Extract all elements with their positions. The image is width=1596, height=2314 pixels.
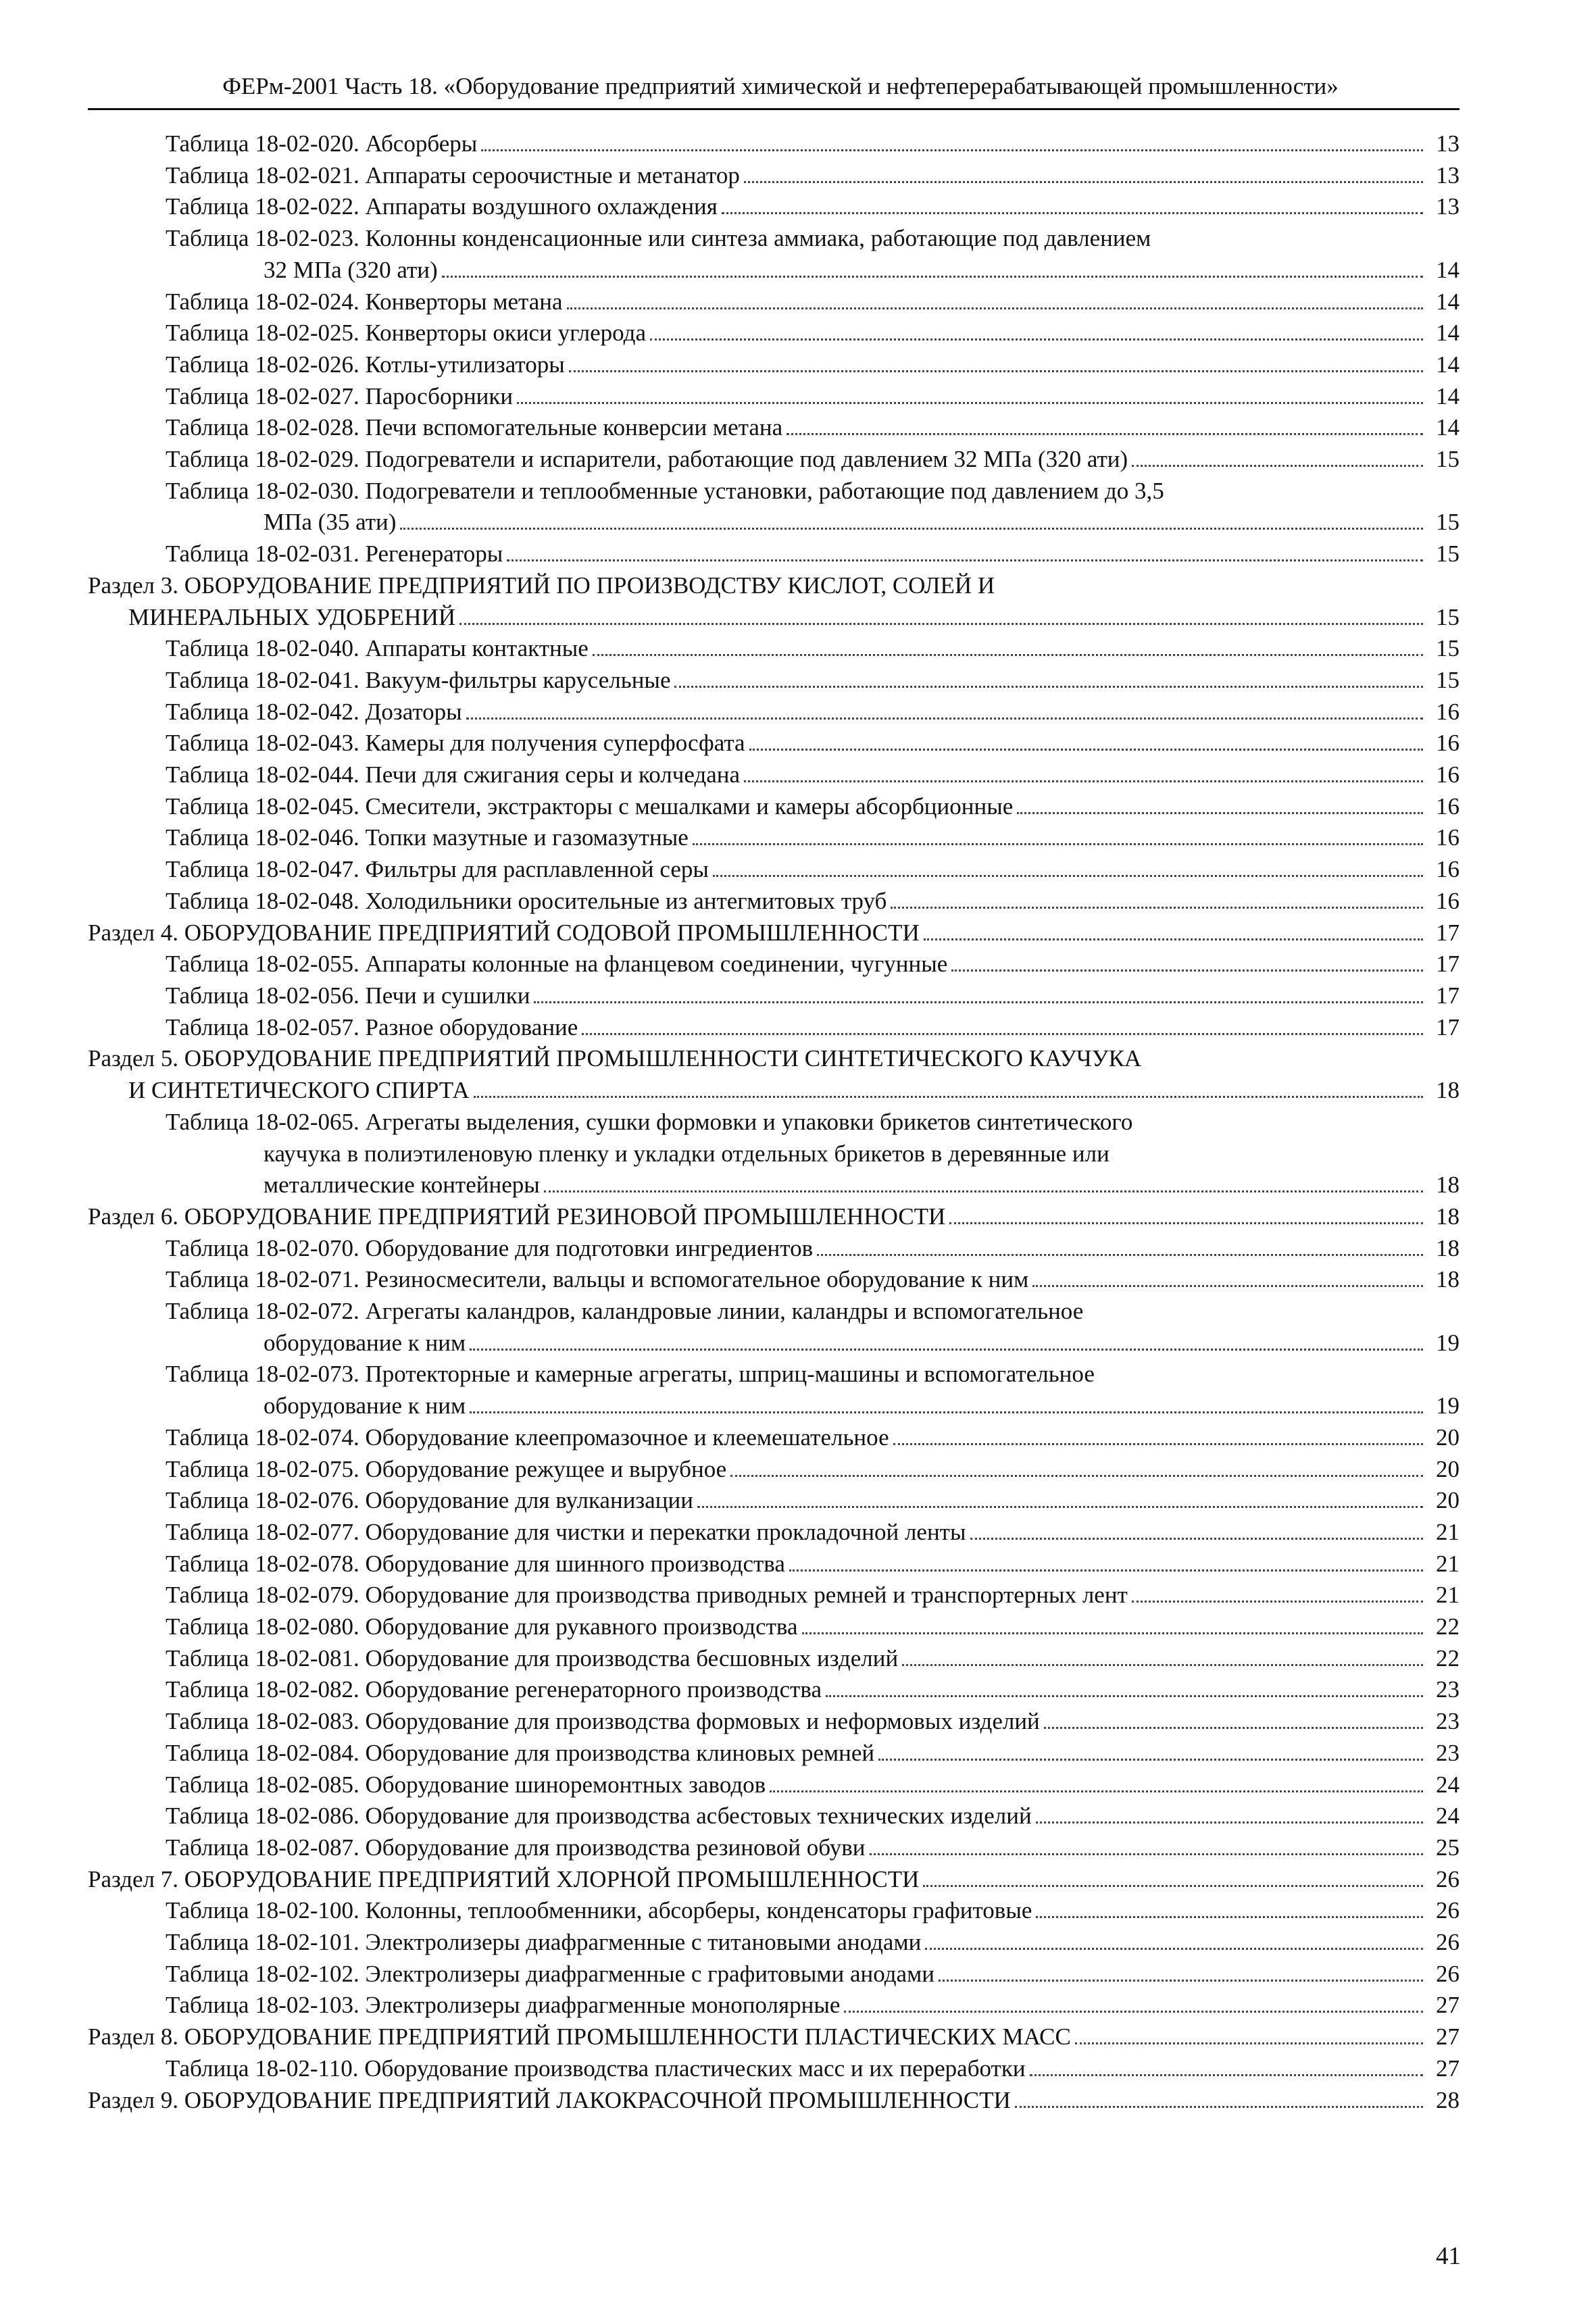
toc-entry-text: каучука в полиэтиленовую пленку и укладки отдельных брикетов в деревянные или — [264, 1140, 1109, 1167]
toc-entry-text: Раздел 4. ОБОРУДОВАНИЕ ПРЕДПРИЯТИЙ СОДОВОЙ ПРОМЫШЛЕННОСТИ — [88, 919, 920, 946]
toc-table-entry — [88, 444, 1460, 476]
dot-leader — [826, 1695, 1423, 1697]
toc-entry-text: Таблица 18-02-075. Оборудование режущее и вырубное — [166, 1455, 727, 1482]
toc-section-entry — [88, 1864, 1460, 1896]
toc-page-ref: 16 — [1436, 824, 1460, 851]
toc-entry-text: Таблица 18-02-025. Конверторы окиси углерода — [166, 320, 646, 347]
dot-leader — [870, 1853, 1424, 1855]
toc-entry-text: Таблица 18-02-048. Холодильники оросительные из антегмитовых труб — [166, 887, 887, 914]
toc-entry-text: Таблица 18-02-041. Вакуум-фильтры карусельные — [166, 666, 671, 693]
dot-leader — [744, 181, 1423, 183]
toc-entry-text: И СИНТЕТИЧЕСКОГО СПИРТА — [128, 1077, 470, 1104]
toc-table-entry — [88, 1990, 1460, 2021]
toc-entry-text: МИНЕРАЛЬНЫХ УДОБРЕНИЙ — [128, 603, 456, 630]
toc-entry-text: оборудование к ним — [264, 1392, 466, 1419]
toc-page-ref: 15 — [1436, 509, 1460, 536]
toc-entry-text: Таблица 18-02-057. Разное оборудование — [166, 1013, 578, 1040]
toc-page-ref: 18 — [1436, 1203, 1460, 1230]
dot-leader — [442, 276, 1423, 278]
toc-page-ref: 14 — [1436, 288, 1460, 315]
toc-table-entry — [88, 1706, 1460, 1738]
toc-section-entry — [88, 570, 1460, 633]
dot-leader — [474, 1096, 1423, 1098]
toc-page-ref: 17 — [1436, 982, 1460, 1009]
dot-leader — [924, 938, 1423, 940]
toc-entry-text: Таблица 18-02-021. Аппараты сероочистные и метанатор — [166, 161, 740, 188]
toc-entry-text: Таблица 18-02-077. Оборудование для чистки и перекатки прокладочной ленты — [166, 1518, 966, 1545]
dot-leader — [459, 623, 1423, 625]
toc-table-entry — [88, 1517, 1460, 1549]
toc-table-entry — [88, 1959, 1460, 1990]
dot-leader — [650, 338, 1423, 341]
toc-entry-text: Таблица 18-02-079. Оборудование для производства приводных ремней и транспортерных лент — [166, 1582, 1128, 1609]
toc-section-entry — [88, 917, 1460, 949]
toc-entry-text: Таблица 18-02-045. Смесители, экстракторы с мешалками и камеры абсорбционные — [166, 793, 1014, 820]
dot-leader — [1017, 812, 1423, 814]
toc-entry-text: Таблица 18-02-080. Оборудование для рукавного производства — [166, 1613, 798, 1640]
running-header: ФЕРм-2001 Часть 18. «Оборудование предприятий химической и нефтеперерабатывающей промышленности» — [222, 73, 1339, 99]
dot-leader — [1036, 1916, 1423, 1918]
toc-page-ref: 13 — [1436, 161, 1460, 188]
toc-page-ref: 28 — [1436, 2086, 1460, 2113]
dot-leader — [466, 718, 1423, 720]
page-number: 41 — [1436, 2242, 1461, 2270]
toc-entry-text: Таблица 18-02-040. Аппараты контактные — [166, 635, 589, 662]
header-rule — [88, 108, 1460, 110]
toc-table-entry — [88, 223, 1460, 286]
dot-leader — [722, 212, 1423, 214]
toc-table-entry — [88, 1643, 1460, 1675]
toc-page-ref: 13 — [1436, 193, 1460, 220]
toc-page-ref: 27 — [1436, 1992, 1460, 2019]
toc-page-ref: 22 — [1436, 1613, 1460, 1640]
dot-leader — [789, 1569, 1423, 1571]
dot-leader — [787, 433, 1423, 435]
toc-entry-text: Таблица 18-02-084. Оборудование для производства клиновых ремней — [166, 1739, 875, 1766]
toc-page-ref: 15 — [1436, 446, 1460, 473]
toc-entry-text: Таблица 18-02-110. Оборудование производства пластических масс и их переработки — [166, 2055, 1026, 2082]
dot-leader — [534, 1001, 1423, 1003]
toc-table-entry — [88, 633, 1460, 665]
dot-leader — [902, 1664, 1423, 1666]
toc-table-entry — [88, 286, 1460, 318]
toc-page-ref: 25 — [1436, 1834, 1460, 1861]
toc-table-entry — [88, 697, 1460, 728]
toc-page-ref: 15 — [1436, 603, 1460, 630]
dot-leader — [817, 1254, 1423, 1256]
toc-entry-text: Таблица 18-02-020. Абсорберы — [166, 130, 478, 157]
toc-page-ref: 18 — [1436, 1172, 1460, 1199]
toc-page-ref: 27 — [1436, 2023, 1460, 2051]
toc-page-ref: 18 — [1436, 1234, 1460, 1261]
toc-entry-text: оборудование к ним — [264, 1329, 466, 1356]
toc-section-entry — [88, 1043, 1460, 1106]
toc-entry-text: 32 МПа (320 ати) — [264, 256, 438, 283]
toc-page-ref: 20 — [1436, 1455, 1460, 1482]
toc-table-entry — [88, 1359, 1460, 1422]
toc-table-entry — [88, 854, 1460, 886]
toc-table-entry — [88, 791, 1460, 823]
toc-table-entry — [88, 1264, 1460, 1296]
toc-page-ref: 15 — [1436, 540, 1460, 568]
toc-table-entry — [88, 318, 1460, 349]
toc-entry-text: Таблица 18-02-023. Колонны конденсационные или синтеза аммиака, работающие под давлением — [166, 225, 1151, 252]
toc-table-entry — [88, 1927, 1460, 1959]
toc-table-entry — [88, 1233, 1460, 1265]
toc-page-ref: 20 — [1436, 1487, 1460, 1514]
toc-entry-text: МПа (35 ати) — [264, 509, 397, 536]
toc-table-entry — [88, 1454, 1460, 1486]
toc-page-ref: 20 — [1436, 1424, 1460, 1451]
toc-table-entry — [88, 191, 1460, 223]
toc-section-entry — [88, 2021, 1460, 2053]
dot-leader — [730, 1475, 1423, 1477]
toc-entry-text: Таблица 18-02-087. Оборудование для производства резиновой обуви — [166, 1834, 866, 1861]
toc-table-entry — [88, 2053, 1460, 2085]
toc-page-ref: 17 — [1436, 919, 1460, 946]
toc-entry-text: Таблица 18-02-082. Оборудование регенераторного производства — [166, 1676, 822, 1703]
dot-leader — [507, 559, 1423, 561]
toc-entry-text: Таблица 18-02-047. Фильтры для расплавленной серы — [166, 856, 709, 883]
toc-table-entry — [88, 1422, 1460, 1454]
dot-leader — [891, 907, 1423, 909]
dot-leader — [923, 1885, 1423, 1887]
dot-leader — [697, 1506, 1423, 1508]
toc-section-entry — [88, 2085, 1460, 2117]
toc-table-entry — [88, 665, 1460, 697]
toc-table-entry — [88, 538, 1460, 570]
dot-leader — [544, 1190, 1423, 1192]
toc-entry-text: Таблица 18-02-027. Паросборники — [166, 382, 514, 409]
dot-leader — [1075, 2042, 1423, 2044]
toc-page-ref: 16 — [1436, 856, 1460, 883]
toc-entry-text: Таблица 18-02-056. Печи и сушилки — [166, 982, 530, 1009]
toc-entry-text: Таблица 18-02-072. Агрегаты каландров, каландровые линии, каландры и вспомогательное — [166, 1298, 1084, 1325]
toc-page-ref: 22 — [1436, 1644, 1460, 1671]
toc-table-entry — [88, 1296, 1460, 1359]
dot-leader — [1036, 1821, 1423, 1823]
toc-page-ref: 24 — [1436, 1803, 1460, 1830]
dot-leader — [970, 1538, 1424, 1540]
toc-page-ref: 14 — [1436, 256, 1460, 283]
toc-page-ref: 15 — [1436, 635, 1460, 662]
table-of-contents — [88, 128, 1460, 2116]
toc-entry-text: Раздел 7. ОБОРУДОВАНИЕ ПРЕДПРИЯТИЙ ХЛОРНОЙ ПРОМЫШЛЕННОСТИ — [88, 1865, 920, 1892]
toc-table-entry — [88, 1738, 1460, 1769]
toc-page-ref: 15 — [1436, 666, 1460, 693]
dot-leader — [1030, 2074, 1423, 2076]
toc-page-ref: 21 — [1436, 1582, 1460, 1609]
toc-page-ref: 19 — [1436, 1392, 1460, 1419]
toc-table-entry — [88, 1674, 1460, 1706]
dot-leader — [470, 1349, 1423, 1351]
toc-page-ref: 26 — [1436, 1865, 1460, 1892]
dot-leader — [693, 843, 1423, 845]
toc-page-ref: 19 — [1436, 1329, 1460, 1356]
toc-entry-text: Таблица 18-02-029. Подогреватели и испарители, работающие под давлением 32 МПа (320 ати) — [166, 446, 1128, 473]
toc-page-ref: 13 — [1436, 130, 1460, 157]
toc-table-entry — [88, 349, 1460, 381]
toc-entry-text: Таблица 18-02-055. Аппараты колонные на фланцевом соединении, чугунные — [166, 951, 948, 978]
dot-leader — [893, 1443, 1423, 1445]
toc-table-entry — [88, 1012, 1460, 1044]
toc-entry-text: Раздел 5. ОБОРУДОВАНИЕ ПРЕДПРИЯТИЙ ПРОМЫШЛЕННОСТИ СИНТЕТИЧЕСКОГО КАУЧУКА — [88, 1045, 1142, 1072]
toc-page-ref: 17 — [1436, 1013, 1460, 1040]
toc-entry-text: Таблица 18-02-026. Котлы-утилизаторы — [166, 351, 565, 378]
toc-entry-text: Раздел 3. ОБОРУДОВАНИЕ ПРЕДПРИЯТИЙ ПО ПРОИЗВОДСТВУ КИСЛОТ, СОЛЕЙ И — [88, 572, 995, 599]
toc-page-ref: 24 — [1436, 1771, 1460, 1798]
dot-leader — [770, 1790, 1423, 1792]
dot-leader — [939, 1980, 1423, 1982]
dot-leader — [802, 1632, 1423, 1634]
toc-entry-text: Таблица 18-02-042. Дозаторы — [166, 698, 462, 725]
dot-leader — [567, 307, 1423, 309]
dot-leader — [949, 1222, 1423, 1224]
toc-entry-text: Таблица 18-02-024. Конверторы метана — [166, 288, 563, 315]
dot-leader — [1044, 1727, 1423, 1729]
dot-leader — [844, 2011, 1423, 2013]
dot-leader — [582, 1033, 1423, 1035]
toc-page-ref: 18 — [1436, 1266, 1460, 1293]
toc-entry-text: Таблица 18-02-073. Протекторные и камерные агрегаты, шприц-машины и вспомогательное — [166, 1361, 1095, 1388]
dot-leader — [878, 1759, 1423, 1761]
dot-leader — [1132, 465, 1423, 467]
toc-table-entry — [88, 886, 1460, 917]
toc-entry-text: Таблица 18-02-031. Регенераторы — [166, 540, 503, 568]
toc-page-ref: 16 — [1436, 793, 1460, 820]
toc-page-ref: 23 — [1436, 1739, 1460, 1766]
toc-entry-text: Таблица 18-02-022. Аппараты воздушного охлаждения — [166, 193, 718, 220]
toc-page-ref: 18 — [1436, 1077, 1460, 1104]
toc-page-ref: 14 — [1436, 320, 1460, 347]
dot-leader — [674, 686, 1423, 688]
dot-leader — [569, 370, 1423, 372]
dot-leader — [925, 1948, 1423, 1950]
toc-table-entry — [88, 1895, 1460, 1927]
toc-page-ref: 14 — [1436, 414, 1460, 441]
dot-leader — [481, 149, 1423, 151]
toc-page-ref: 26 — [1436, 1960, 1460, 1987]
toc-table-entry — [88, 980, 1460, 1012]
toc-page-ref: 23 — [1436, 1708, 1460, 1735]
toc-page-ref: 27 — [1436, 2055, 1460, 2082]
toc-entry-text: Таблица 18-02-085. Оборудование шиноремонтных заводов — [166, 1771, 766, 1798]
toc-table-entry — [88, 949, 1460, 980]
toc-table-entry — [88, 1485, 1460, 1517]
toc-entry-text: Раздел 8. ОБОРУДОВАНИЕ ПРЕДПРИЯТИЙ ПРОМЫШЛЕННОСТИ ПЛАСТИЧЕСКИХ МАСС — [88, 2023, 1071, 2051]
toc-table-entry — [88, 1832, 1460, 1864]
toc-table-entry — [88, 1107, 1460, 1201]
dot-leader — [593, 654, 1423, 656]
toc-table-entry — [88, 412, 1460, 444]
toc-entry-text: Таблица 18-02-065. Агрегаты выделения, сушки формовки и упаковки брикетов синтетического — [166, 1108, 1133, 1135]
toc-entry-text: Таблица 18-02-076. Оборудование для вулканизации — [166, 1487, 693, 1514]
toc-entry-text: Таблица 18-02-028. Печи вспомогательные конверсии метана — [166, 414, 783, 441]
toc-page-ref: 17 — [1436, 951, 1460, 978]
toc-page-ref: 26 — [1436, 1897, 1460, 1924]
dot-leader — [744, 780, 1423, 782]
toc-page-ref: 16 — [1436, 887, 1460, 914]
toc-page-ref: 14 — [1436, 382, 1460, 409]
toc-table-entry — [88, 759, 1460, 791]
toc-table-entry — [88, 476, 1460, 538]
toc-table-entry — [88, 822, 1460, 854]
dot-leader — [1132, 1601, 1423, 1603]
toc-page-ref: 16 — [1436, 761, 1460, 788]
toc-entry-text: Таблица 18-02-101. Электролизеры диафрагменные с титановыми анодами — [166, 1929, 922, 1956]
toc-table-entry — [88, 728, 1460, 759]
toc-entry-text: Таблица 18-02-046. Топки мазутные и газомазутные — [166, 824, 689, 851]
dot-leader — [517, 402, 1423, 404]
toc-entry-text: Таблица 18-02-043. Камеры для получения суперфосфата — [166, 730, 745, 757]
dot-leader — [951, 970, 1423, 972]
toc-table-entry — [88, 1769, 1460, 1801]
toc-table-entry — [88, 160, 1460, 192]
toc-page-ref: 26 — [1436, 1929, 1460, 1956]
toc-entry-text: Раздел 6. ОБОРУДОВАНИЕ ПРЕДПРИЯТИЙ РЕЗИНОВОЙ ПРОМЫШЛЕННОСТИ — [88, 1203, 946, 1230]
toc-entry-text: Таблица 18-02-030. Подогреватели и теплообменные установки, работающие под давлением до 3,5 — [166, 477, 1164, 504]
toc-table-entry — [88, 381, 1460, 413]
toc-entry-text: Таблица 18-02-086. Оборудование для производства асбестовых технических изделий — [166, 1803, 1032, 1830]
dot-leader — [713, 875, 1423, 877]
toc-table-entry — [88, 1611, 1460, 1643]
toc-page-ref: 23 — [1436, 1676, 1460, 1703]
toc-entry-text: Таблица 18-02-074. Оборудование клеепромазочное и клеемешательное — [166, 1424, 889, 1451]
dot-leader — [1015, 2106, 1423, 2108]
toc-entry-text: Таблица 18-02-070. Оборудование для подготовки ингредиентов — [166, 1234, 814, 1261]
toc-entry-text: Таблица 18-02-044. Печи для сжигания серы и колчедана — [166, 761, 741, 788]
toc-entry-text: Таблица 18-02-081. Оборудование для производства бесшовных изделий — [166, 1644, 899, 1671]
toc-page-ref: 16 — [1436, 730, 1460, 757]
toc-page-ref: 14 — [1436, 351, 1460, 378]
dot-leader — [470, 1411, 1423, 1413]
toc-table-entry — [88, 1580, 1460, 1611]
dot-leader — [1032, 1285, 1423, 1287]
toc-page-ref: 21 — [1436, 1518, 1460, 1545]
toc-page-ref: 21 — [1436, 1550, 1460, 1577]
toc-section-entry — [88, 1201, 1460, 1233]
toc-table-entry — [88, 1549, 1460, 1580]
toc-entry-text: Таблица 18-02-100. Колонны, теплообменники, абсорберы, конденсаторы графитовые — [166, 1897, 1032, 1924]
toc-page-ref: 16 — [1436, 698, 1460, 725]
toc-entry-text: Таблица 18-02-078. Оборудование для шинного производства — [166, 1550, 785, 1577]
toc-entry-text: Раздел 9. ОБОРУДОВАНИЕ ПРЕДПРИЯТИЙ ЛАКОКРАСОЧНОЙ ПРОМЫШЛЕННОСТИ — [88, 2086, 1011, 2113]
toc-entry-text: Таблица 18-02-071. Резиносмесители, вальцы и вспомогательное оборудование к ним — [166, 1266, 1029, 1293]
toc-entry-text: Таблица 18-02-102. Электролизеры диафрагменные с графитовыми анодами — [166, 1960, 934, 1987]
toc-table-entry — [88, 1801, 1460, 1832]
toc-entry-text: Таблица 18-02-083. Оборудование для производства формовых и неформовых изделий — [166, 1708, 1040, 1735]
toc-entry-text: металлические контейнеры — [264, 1172, 540, 1199]
dot-leader — [400, 528, 1423, 530]
toc-entry-text: Таблица 18-02-103. Электролизеры диафрагменные монополярные — [166, 1992, 841, 2019]
dot-leader — [749, 749, 1423, 751]
toc-table-entry — [88, 128, 1460, 160]
